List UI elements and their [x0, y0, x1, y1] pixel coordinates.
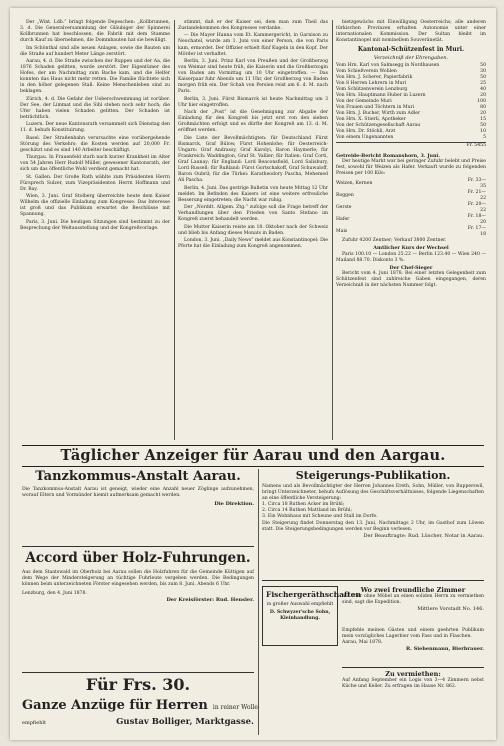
ad-holz-date: Lenzburg, den 4. Juni 1878.	[22, 591, 87, 596]
column-left	[20, 20, 170, 440]
row-label: Von Hrn. Dr. Stöckli, Arzt	[336, 129, 396, 135]
row-label: Roggen	[336, 193, 354, 199]
exchange-text: Paris 100.10 — London 25.22 — Berlin 123.40 — Wien 240 — Mailand 88.70. Diskonto 3 %.	[336, 251, 486, 263]
ad-vermiethen-body: Auf Anfang September ein Logis von 3—4 Zimmern nebst Küche und Keller. Zu erfragen im Hause Nr. 862.	[342, 678, 484, 689]
ad-steig-title: Steigerungs-Publikation.	[295, 469, 451, 482]
article-paragraph: Berlin, 3. Juni. Prinz Karl von Preußen und der Großherzog von Weimar sind heute früh, die Kaiserin und die Großherzogin von Baden am Vormittag um 10 Uhr eingetroffen. — Das Kaiserpaar fuhr Abends um 11 Uhr, der Großherzog von Baden morgen früh ein. Der Schah von Persien reist am 6. d. M. nach Paris.	[178, 58, 328, 95]
ad-steig-item: 3. Ein Wohnhaus mit Scheune und Stall im Dorfe.	[262, 514, 378, 519]
ad-fischergeraethe	[262, 586, 361, 646]
row-label: Von Hrn. Hauptmann Huber in Luzern	[336, 93, 426, 99]
row-label: Vom Hrn. Karl von Salmsegg in Nordhausen	[336, 63, 440, 69]
row-value: Fr. 20—22	[467, 202, 486, 214]
article-paragraph: stimmt, daß er der Kaiser sei, dem man zum Theil das Zustandekommen des Kongresses verdanke.	[178, 20, 328, 32]
row-label: Von Frauen und Töchtern in Muri	[336, 105, 415, 111]
col3-intro: bietzgewächs mit Einwilligung Oesterreichs; alle anderen türkischen Provinzen erhalten Autonomie unter einer internationalen Kommission. Der Sultan bleibt im Konstantinopel mit nominellem Souveränetät.	[336, 20, 486, 44]
row-label: Vom Schießverein Wohlen	[336, 69, 397, 75]
row-value: Fr. 33—35	[467, 178, 486, 190]
ad-anzuege-left: empfiehlt	[22, 720, 47, 726]
price-row	[336, 214, 486, 226]
row-value: 10	[480, 129, 486, 135]
row-label: Von einem Ungenannten	[336, 135, 394, 141]
ad-zimmer-signature: Mittlere Vorstadt No. 146.	[417, 606, 484, 612]
ad-zimmer-title: Wo zwei freundliche Zimmer	[360, 586, 466, 594]
ad-tanzkommus-title: Tanzkommus-Anstalt Aarau.	[35, 469, 241, 484]
ad-herrenanzuege	[22, 675, 258, 734]
row-label: Von Hrn. J. Scherer, Papierfabrik	[336, 75, 413, 81]
row-label: Mais	[336, 229, 348, 235]
article-paragraph: Der „Wint. Ldb.“ bringt folgende Depeschen: „Kollbrunnen, 3. d. Die Generalversammlung der Gläubiger der Spinnerei Kollbrunnen hat beschlossen, die Fabrik mit dem Stamme durch Kauf zu übernehmen, die Dommbauten hat sie bewilligt.	[20, 20, 170, 44]
article-paragraph: Wien, 3. Juni. Graf Stolberg überreichte heute dem Kaiser Wilhelm die offizielle Einladung zum Kongresse. Das Interesse ist groß und das Publikum erwartet die Beschlüsse mit Spannung.	[20, 194, 170, 218]
ad-holz-title: Accord über Holz-Fuhrungen.	[25, 550, 251, 566]
column-middle	[178, 20, 328, 440]
article-paragraph: London, 3. Juni. „Daily News“ meldet aus Konstantinopel: Die Pforte hat die Einladung zum Kongreß angenommen.	[178, 237, 328, 249]
ad-divider	[22, 546, 254, 547]
row-value: 20	[480, 93, 486, 99]
ad-tanzkommus	[22, 469, 254, 543]
ad-steigerung	[262, 469, 484, 577]
column-right	[336, 20, 486, 440]
market-text: Der heutige Markt war bei geringer Zufuhr belebt und Preise fest, sowohl für Weizen als Hafer. Verkauft wurde zu folgenden Preisen per 100 Kilo:	[336, 158, 486, 176]
market-heading: Getreide-Bericht Romanshorn, 3. Juni.	[336, 152, 440, 159]
price-row	[336, 178, 486, 190]
donations-total: Fr. 5455	[336, 142, 486, 149]
ad-vermiethen-title: Zu vermiethen:	[385, 670, 441, 678]
ad-column-divider	[258, 469, 259, 735]
article-paragraph: — Die Mayer Hanna vom Et. Kammergericht, in Garnison zu Neuchatel, wurde am 1. Juni von einer Person, die von Paris kam, ermordet. Der Offizier erhielt fünf Kugeln in den Kopf. Der Mörder ist verhaftet.	[178, 33, 328, 57]
ad-holz-signature: Der Kreisförster: Rud. Hensler.	[166, 597, 254, 603]
ad-steig-item: 1. Circa 18 Ruthen Acker im Brühl;	[262, 502, 345, 507]
row-value: 30	[480, 69, 486, 75]
ad-divider	[342, 667, 484, 668]
ad-bier-body: Empfehle meinen Gästen und einem geehrten Publikum mein vorzügliches Lagerbier vom Fass und in Flaschen.	[342, 628, 484, 639]
ad-anzuege-line: Ganze Anzüge für Herren	[22, 698, 208, 713]
ad-zimmer	[342, 586, 484, 626]
article-paragraph: Basel. Der Straßenbahn verursachte eine vorübergehende Störung des Verkehrs; die Kosten werden auf 20,000 Fr. geschätzt und es sind 140 Arbeiter beschäftigt.	[20, 135, 170, 153]
row-value: Fr. 21—22	[467, 190, 486, 202]
row-value: Fr. 18—20	[467, 214, 486, 226]
article-paragraph: Die Mutter Kaiserin reiste am 18. Oktober nach der Schweiz und blieb bis Anfang dieses Monats in Baden.	[178, 224, 328, 236]
article-paragraph: Aarau, 4. d. Die Straße zwischen der Ruppen und der Aa, die 1876 Schaden gelitten, wurde zerstört. Der Eigentümer des Hofes, der am Nachmittag zum Bache kam, und die Helfer konnten das Haus nicht mehr retten. Die Familie flüchtete sich in den höher gelegenen Stall. Keine Menschenleben sind zu beklagen.	[20, 58, 170, 95]
ad-bier-date: Aarau, Mai 1878.	[342, 640, 383, 645]
article-paragraph: Thurgau. In Frauenfeld starb nach kurzer Krankheit im Alter von 54 Jahren Herr Rudolf Müller, gewesener Kantonsrath, der sich um das öffentliche Wohl verdient gemacht hat.	[20, 155, 170, 173]
ad-fischer-title: Fischergeräthschaften	[266, 590, 361, 599]
price-row	[336, 226, 486, 238]
row-value: 100	[477, 99, 486, 105]
article-paragraph: Die Liste der Bevollmächtigten: für Deutschland Fürst Bismarck, Graf Bülow, Fürst Hohenlohe; für Oesterreich-Ungarn: Graf Andrassy, Graf Karolyi, Baron Haymerle; für Frankreich: Waddington, Graf St. Vallier; für Italien: Graf Corti, Graf Launay; für England: Lord Beaconsfield, Lord Salisbury, Lord Russell; für Rußland: Fürst Gortschakoff, Graf Schuwaloff, Baron Oubril; für die Türkei: Karatheodory Pascha, Mehemed Ali Pascha.	[178, 135, 328, 184]
row-value: 20	[480, 111, 486, 117]
row-label: Von Hrn. J. Bucher, Wirth zum Adler	[336, 111, 421, 117]
note-heading: Der Chef-Sieger	[389, 264, 433, 271]
ad-divider	[262, 580, 484, 581]
article-paragraph: Zürich, 4. d. Die Gefahr der Ueberschwemmung ist vorüber. Der See, der Limmat und die Sihl stehen noch sehr hoch; die Ufer haben vielen Schaden gelitten. Der Schaden ist beträchtlich.	[20, 96, 170, 120]
prices-table	[336, 178, 486, 238]
ad-bier	[342, 628, 484, 664]
ad-anzuege-tail: in reiner Wolle	[212, 704, 258, 711]
row-label: Weizen, Kernen	[336, 181, 373, 187]
row-value: 50	[480, 75, 486, 81]
article-paragraph: Berlin, 3. Juni. Fürst Bismarck ist heute Nachmittag um 3 Uhr hier eingetroffen.	[178, 96, 328, 108]
row-label: Von 8 Herren Lehrern in Muri	[336, 81, 407, 87]
row-label: Von der Schützengesellschaft Aarau	[336, 123, 421, 129]
newspaper-page	[10, 8, 496, 740]
row-label: Von Hrn. X. Stierli, Apotheker	[336, 117, 406, 123]
article-paragraph: Der „Norddt. Allgem. Ztg.“ zufolge soll die Frage betreff der Verhandlungen über den Frieden von Santo Stefano im Kongreß zuerst behandelt werden.	[178, 205, 328, 223]
section-banner: Täglicher Anzeiger für Aarau und den Aargau.	[22, 445, 484, 467]
ad-holz-body: Aus dem Staatswald im Oberholz bei Aarau sollen die Holzfuhren für die Gemeinde Küttigen auf dem Wege der Mindersteigerung an tüchtige Fuhrleute vergeben werden. Die Bedingungen können beim unterzeichneten Förster eingesehen werden, bis zum 8. Juni, Abends 6 Uhr.	[22, 570, 254, 587]
note-text: Bericht vom 4. Juni 1878. Bei einer letzten Gelegenheit zum Schützenfest sind zahlreiche Gaben eingegangen, deren Verzeichniß in der nächsten Nummer folgt.	[336, 270, 486, 289]
ad-fischer-signature: D. Schwyzer'sche Sohn, Kleinhandlung.	[269, 610, 331, 621]
ad-anzuege-price: Für Frs. 30.	[85, 675, 191, 694]
row-value: 15	[480, 117, 486, 123]
article-paragraph: Im Schönthal sind alle neuen Anlagen, sowie die Bauten um die Straße auf hundert Meter Länge zerstört.	[20, 45, 170, 57]
ad-tanzkommus-signature: Die Direktion.	[214, 501, 254, 507]
row-label: Hafer	[336, 217, 350, 223]
ad-zimmer-body: mit oder ohne Möbel an einen soliden Herrn zu vermiethen sind, sagt die Expedition.	[342, 594, 484, 605]
donation-row	[336, 135, 486, 141]
ad-tanzkommus-body: Die Tanzkommus-Anstalt Aarau ist geneigt, wieder eine Anzahl neuer Zöglinge aufzunehmen, worauf Eltern und Vormünder hiemit aufmerksam gemacht werden.	[22, 487, 254, 498]
ad-steig-signature: Der Beauftragte: Rud. Lüscher, Notar in Aarau.	[363, 533, 484, 539]
ad-steig-item: 2. Circa 14 Ruthen Mattland im Brühl;	[262, 508, 352, 513]
donations-table	[336, 63, 486, 141]
ad-bier-signature: R. Siebenmann, Bierbrauer.	[406, 646, 484, 652]
article-paragraph: Luzern. Der neue Kantonsrath versammelt sich Dienstag den 11. d. behufs Konstituirung.	[20, 122, 170, 134]
ad-divider	[22, 672, 254, 673]
ad-vermiethen	[342, 670, 484, 710]
shooting-fest-subtitle: Verzeichniß der Ehrengaben.	[373, 55, 449, 62]
ad-steig-body: Namens und als Bevollmächtigter der Herren Johannes Ereth, Sohn, Müller, von Rupperswil, bringt Unterzeichneter, behufs Auflösung des Geschäftsverhältnisses, folgende Liegenschaften an eine öffentliche Versteigerung:	[262, 484, 484, 501]
row-value: 25	[480, 81, 486, 87]
shooting-fest-title: Kantonal-Schützenfest in Muri.	[357, 46, 465, 54]
row-value: Fr. 17—18	[467, 226, 486, 238]
article-paragraph: Nach der „Post“ ist die Genehmigung zur Abgabe der Einladung für den Kongreß bis jetzt erst von den sieben Großmächten erfolgt und es dürfte der Kongreß am 13. d. M. eröffnet werden.	[178, 110, 328, 134]
article-paragraph: St. Gallen. Der Große Rath wählte zum Präsidenten Herrn Fürsprech Sulzer, zum Vizepräsidenten Herrn Hoffmann und Dr. Bay.	[20, 174, 170, 192]
market-note: Zufuhr 4200 Zentner; Verkauf 3800 Zentner.	[342, 238, 447, 244]
row-value: 40	[480, 87, 486, 93]
ad-anzuege-merchant: Gustav Bolliger, Marktgasse.	[116, 717, 254, 727]
ad-fischer-body: in großer Auswahl empfiehlt	[266, 602, 334, 607]
ad-steig-tail: Die Steigerung findet Donnerstag den 13. Juni, Nachmittags 2 Uhr, im Gasthof zum Löwen statt. Die Steigerungsbedingungen werden vor Beginn verlesen.	[262, 521, 484, 532]
row-value: 50	[480, 63, 486, 69]
article-paragraph: Paris, 3. Juni. Die heutigen Sitzungen sind bestimmt zu der Besprechung der Weltausstellung und der Kongreßvorlage.	[20, 219, 170, 231]
row-label: Vom Schützenverein Lenzburg	[336, 87, 408, 93]
row-value: 80	[480, 105, 486, 111]
row-label: Gerste	[336, 205, 352, 211]
ad-holzfuhrungen	[22, 550, 254, 670]
column-divider	[332, 20, 333, 440]
column-divider	[174, 20, 175, 440]
row-value: 5	[483, 135, 486, 141]
price-row	[336, 202, 486, 214]
exchange-heading: Amtlicher Kurs der Wechsel	[373, 245, 449, 252]
row-label: Von der Gemeinde Muri	[336, 99, 392, 105]
price-row	[336, 190, 486, 202]
article-paragraph: Berlin, 4. Juni. Das gestrige Bulletin von heute Mittag 12 Uhr meldet: Im Befinden des Kaisers ist eine weitere erfreuliche Besserung eingetreten; die Nacht war ruhig.	[178, 185, 328, 203]
row-value: 50	[480, 123, 486, 129]
